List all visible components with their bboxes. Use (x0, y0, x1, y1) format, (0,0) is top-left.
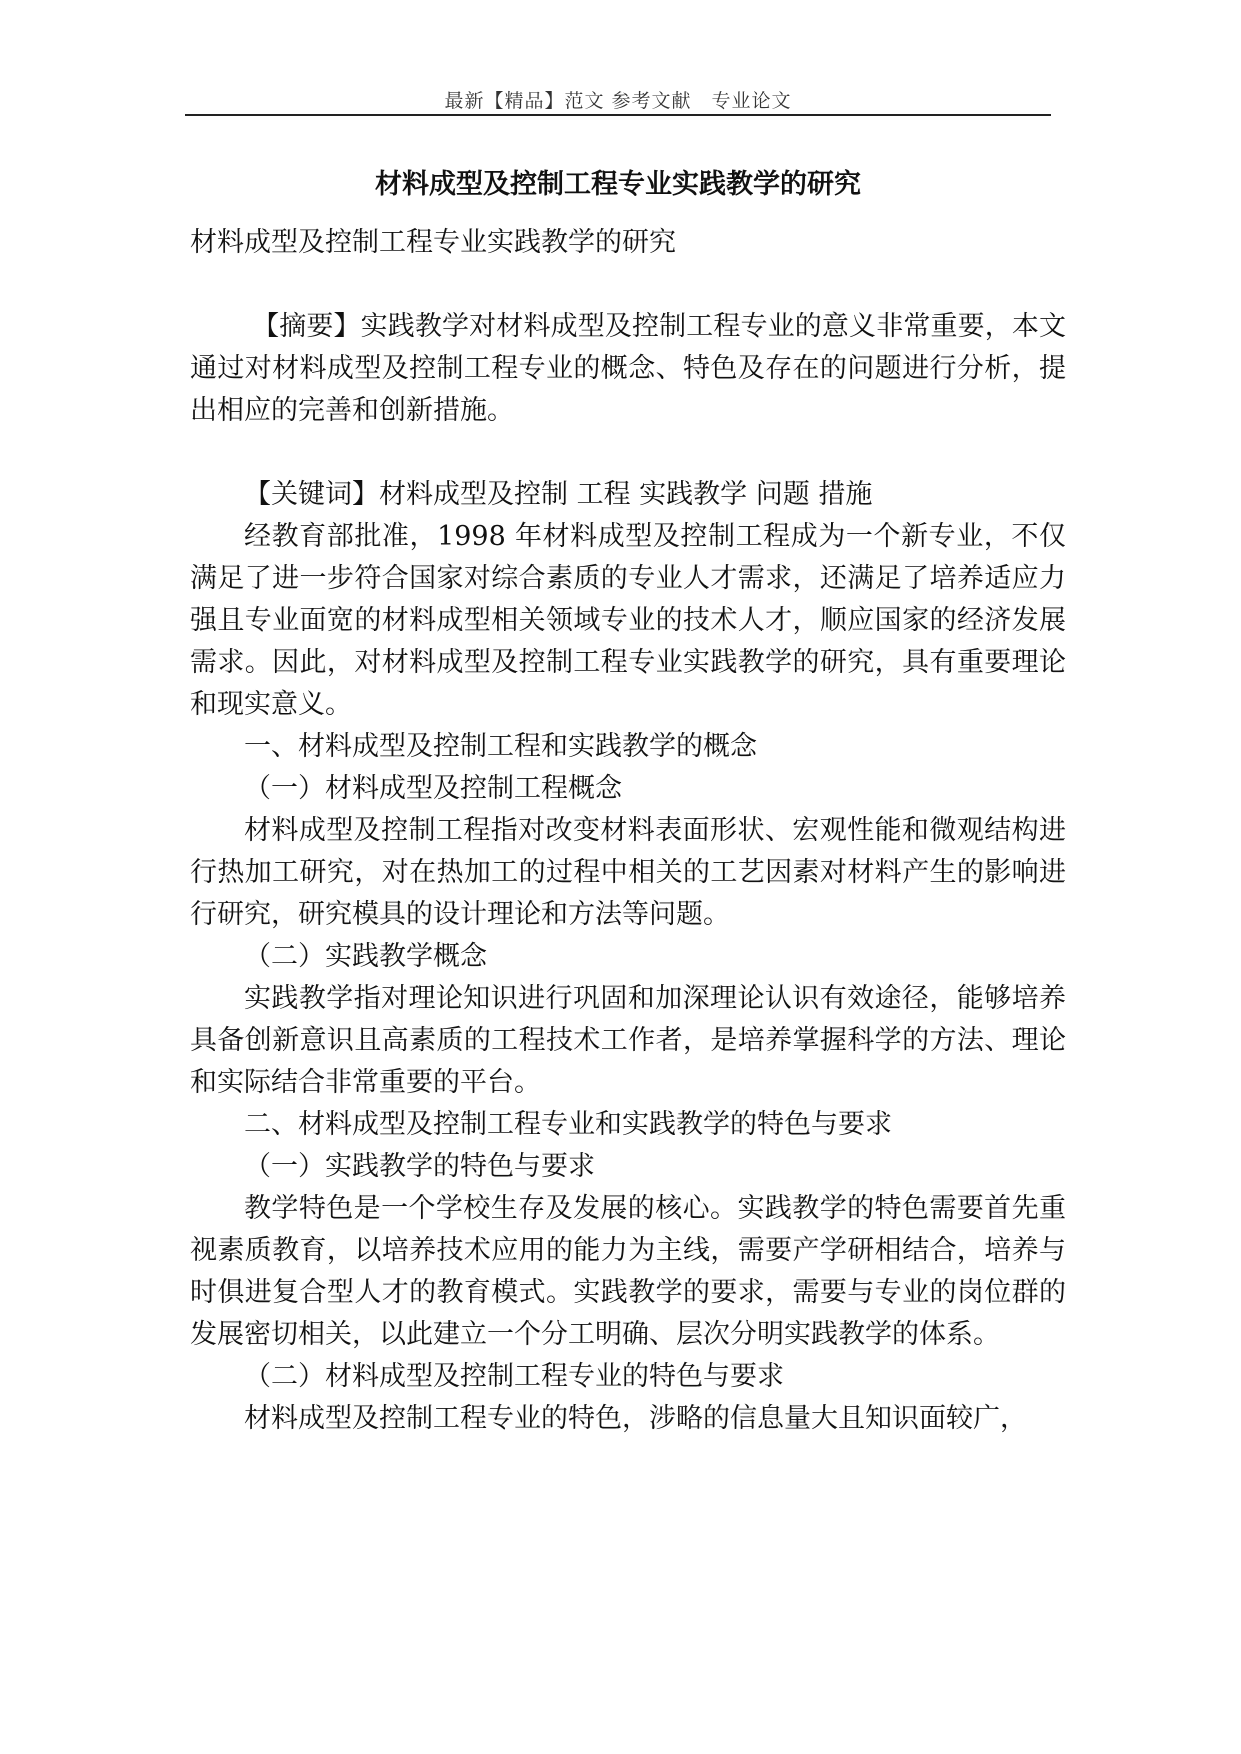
body-paragraph: 实践教学指对理论知识进行巩固和加深理论认识有效途径，能够培养具备创新意识且高素质的工程技术工作者，是培养掌握科学的方法、理论和实际结合非常重要的平台。 (190, 983, 1066, 1098)
body-paragraph: 材料成型及控制工程指对改变材料表面形状、宏观性能和微观结构进行热加工研究，对在热加工的过程中相关的工艺因素对材料产生的影响进行研究，研究模具的设计理论和方法等问题。 (190, 815, 1066, 930)
abstract-paragraph: 【摘要】实践教学对材料成型及控制工程专业的意义非常重要，本文通过对材料成型及控制工程专业的概念、特色及存在的问题进行分析，提出相应的完善和创新措施。 (190, 311, 1066, 426)
subsection-heading: （二）实践教学概念 (244, 941, 487, 972)
subsection-heading: （一）实践教学的特色与要求 (244, 1151, 595, 1182)
spacer (190, 432, 1066, 474)
document-subtitle: 材料成型及控制工程专业实践教学的研究 (190, 227, 676, 258)
subsection-heading: （一）材料成型及控制工程概念 (244, 773, 622, 804)
header-divider (185, 114, 1051, 116)
body-paragraph: 材料成型及控制工程专业的特色，涉略的信息量大且知识面较广， (244, 1403, 1027, 1434)
page-header: 最新【精品】范文 参考文献 专业论文 (444, 90, 792, 112)
document-body (190, 222, 1066, 1440)
document-title: 材料成型及控制工程专业实践教学的研究 (375, 169, 861, 200)
spacer (190, 264, 1066, 306)
body-paragraph: 经教育部批准，1998 年材料成型及控制工程成为一个新专业，不仅满足了进一步符合国家对综合素质的专业人才需求，还满足了培养适应力强且专业面宽的材料成型相关领域专业的技术人才，顺应国家的经济发展需求。因此，对材料成型及控制工程专业实践教学的研究，具有重要理论和现实意义。 (190, 521, 1066, 720)
keywords-paragraph: 【关键词】材料成型及控制 工程 实践教学 问题 措施 (244, 479, 873, 510)
section-heading: 一、材料成型及控制工程和实践教学的概念 (244, 731, 757, 762)
subsection-heading: （二）材料成型及控制工程专业的特色与要求 (244, 1361, 784, 1392)
section-heading: 二、材料成型及控制工程专业和实践教学的特色与要求 (244, 1109, 892, 1140)
body-paragraph: 教学特色是一个学校生存及发展的核心。实践教学的特色需要首先重视素质教育，以培养技术应用的能力为主线，需要产学研相结合，培养与时俱进复合型人才的教育模式。实践教学的要求，需要与专业的岗位群的发展密切相关，以此建立一个分工明确、层次分明实践教学的体系。 (190, 1193, 1066, 1350)
